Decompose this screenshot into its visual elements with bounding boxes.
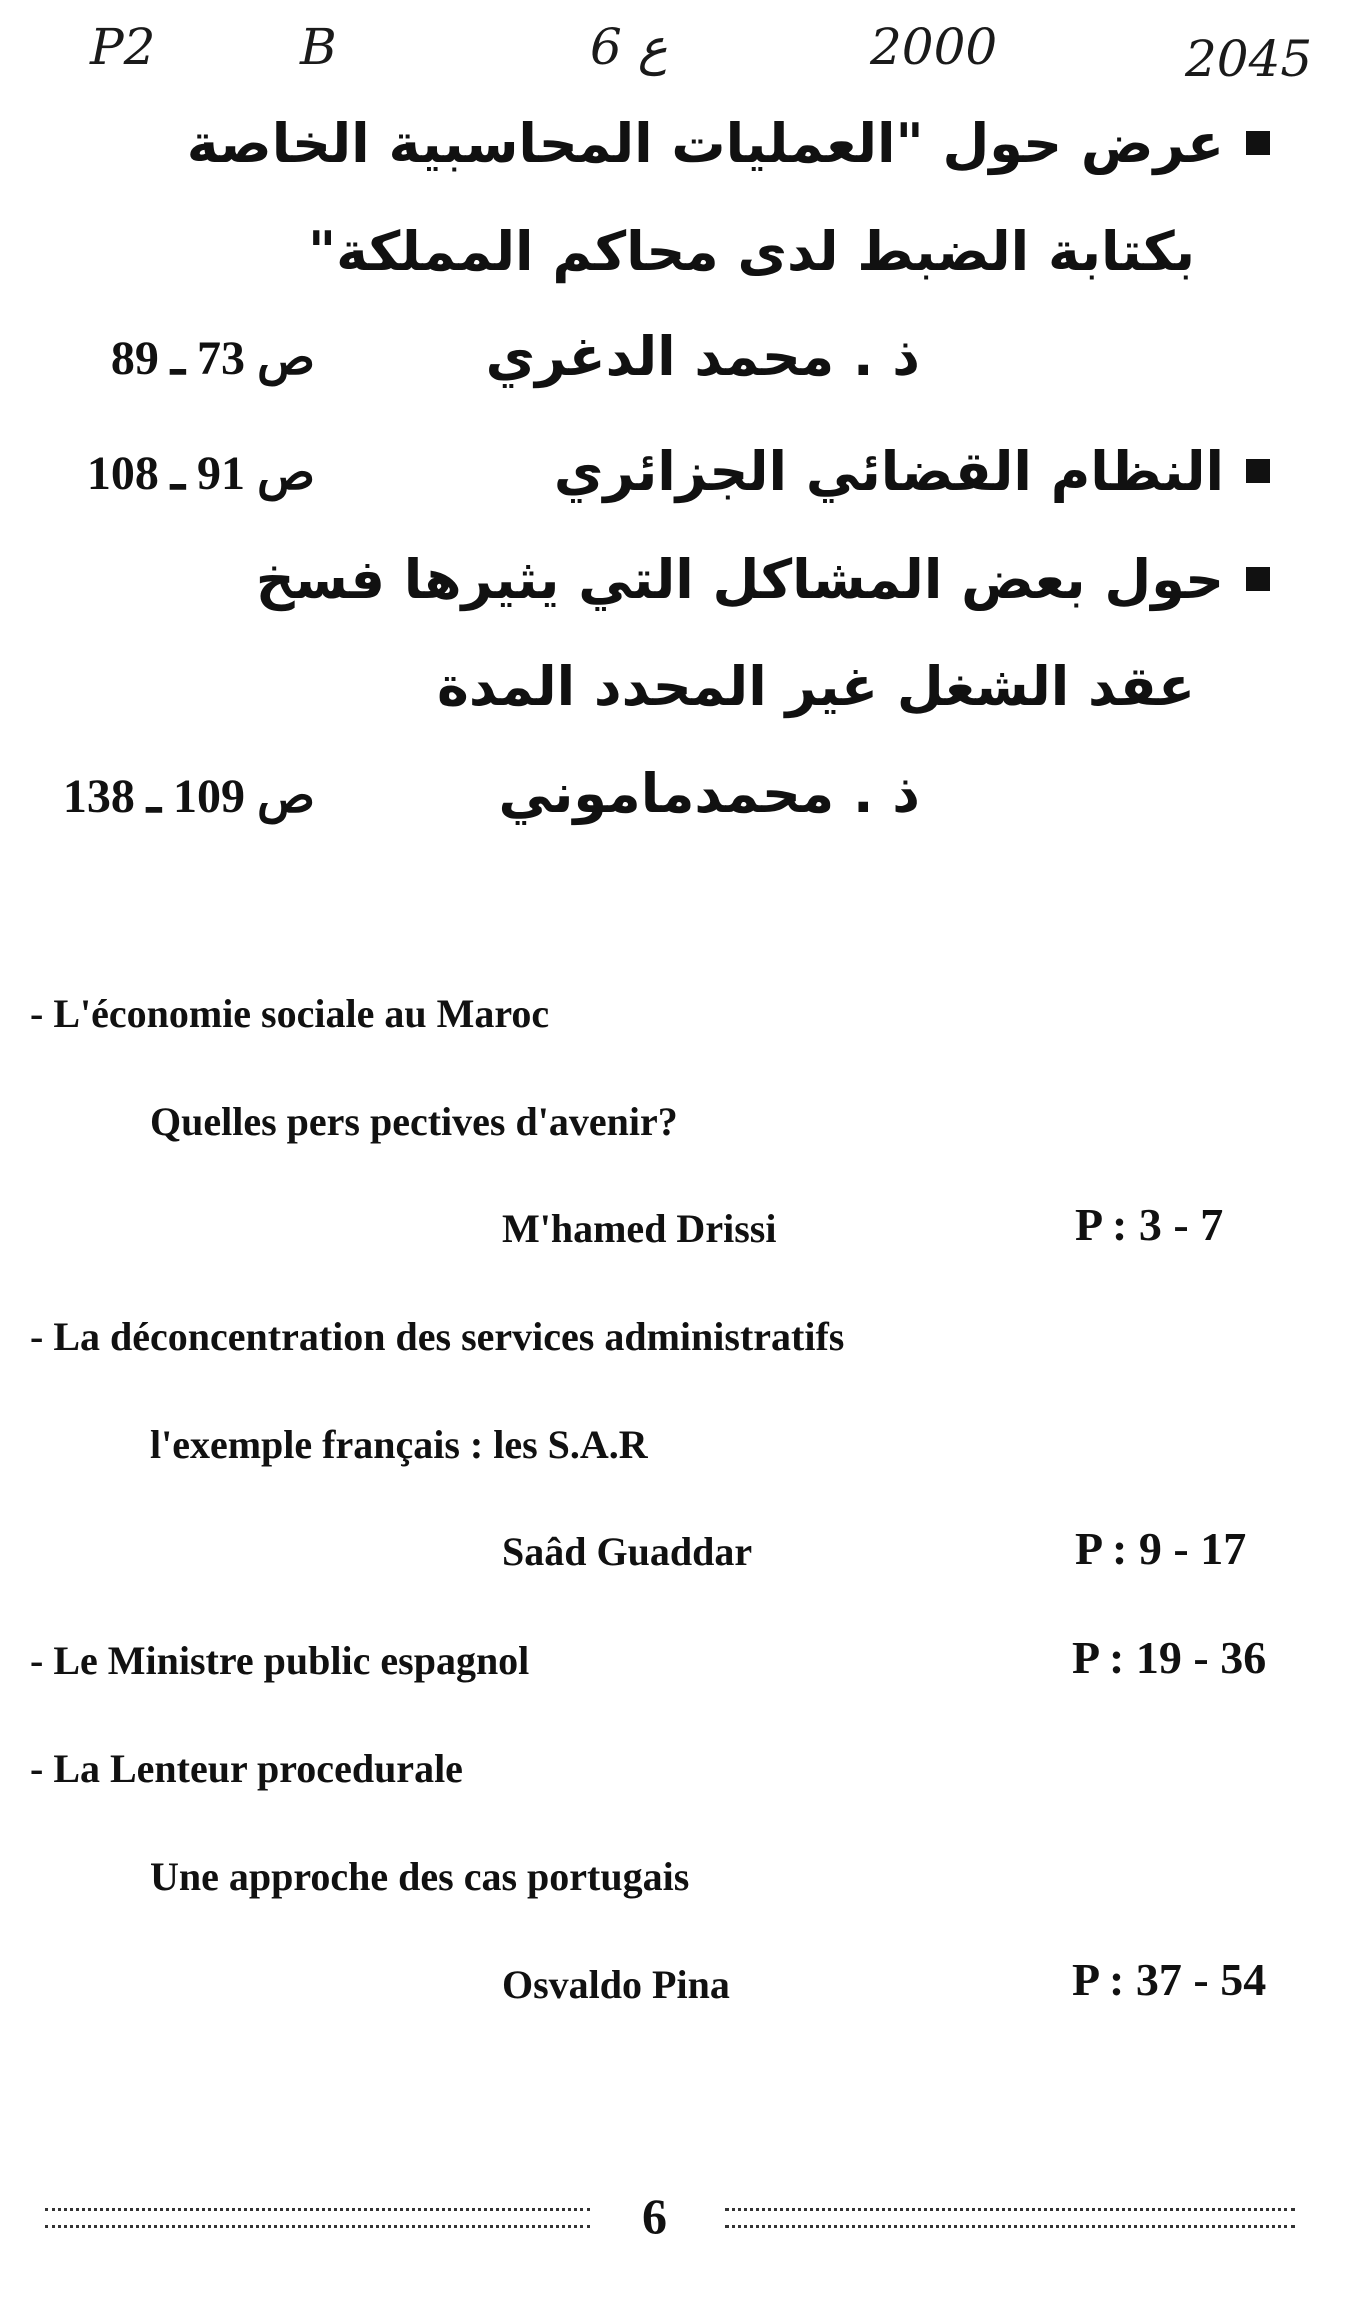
page-number: 6 [642, 2188, 667, 2244]
bullet-square-icon [1246, 131, 1270, 155]
arabic-entry-1-author: ذ . محمد الدغري [485, 325, 920, 388]
bullet-square-icon [1246, 567, 1270, 591]
footer-dotted-rule-left [45, 2208, 590, 2228]
arabic-entry-3-title-line-1: حول بعض المشاكل التي يثيرها فسخ [256, 548, 1270, 611]
handwritten-note-b: B [300, 18, 337, 76]
french-entry-1-pages: P : 3 - 7 [1075, 1199, 1224, 1250]
french-entry-2-pages: P : 9 - 17 [1075, 1523, 1247, 1574]
french-entry-4-pages: P : 37 - 54 [1072, 1954, 1267, 2005]
french-entry-1-subtitle: Quelles pers pectives d'avenir? [150, 1099, 678, 1144]
handwritten-note-p2: P2 [90, 18, 156, 76]
arabic-entry-2-title: النظام القضائي الجزائري [554, 440, 1270, 503]
french-entry-2-subtitle: l'exemple français : les S.A.R [150, 1422, 648, 1467]
arabic-entry-1-title-line-2: بكتابة الضبط لدى محاكم المملكة" [308, 220, 1195, 283]
french-entry-1-author: M'hamed Drissi [502, 1206, 777, 1251]
arabic-entry-2-pages: ص 91 ـ 108 [86, 447, 315, 500]
french-entry-2-title: - La déconcentration des services administratifs [30, 1314, 845, 1359]
french-entry-4-author: Osvaldo Pina [502, 1962, 730, 2007]
arabic-entry-3-author: ذ . محمدماموني [498, 762, 920, 825]
french-entry-3-pages: P : 19 - 36 [1072, 1632, 1267, 1683]
arabic-entry-1-pages: ص 73 ـ 89 [110, 332, 315, 385]
french-entry-4-subtitle: Une approche des cas portugais [150, 1854, 690, 1899]
handwritten-note-2000: 2000 [870, 18, 998, 76]
handwritten-note-6: 6 ع [590, 18, 668, 76]
arabic-entry-3-pages: ص 109 ـ 138 [62, 770, 315, 823]
bullet-square-icon [1246, 459, 1270, 483]
french-entry-1-title: - L'économie sociale au Maroc [30, 991, 550, 1036]
arabic-entry-3-title-line-2: عقد الشغل غير المحدد المدة [437, 655, 1195, 718]
arabic-entry-1-title-line-1: عرض حول "العمليات المحاسبية الخاصة [187, 112, 1270, 175]
french-entry-3-title: - Le Ministre public espagnol [30, 1638, 530, 1683]
french-entry-4-title: - La Lenteur procedurale [30, 1746, 463, 1791]
footer-dotted-rule-right [725, 2208, 1295, 2228]
handwritten-note-2045: 2045 [1185, 30, 1313, 88]
french-entry-2-author: Saâd Guaddar [502, 1529, 753, 1574]
